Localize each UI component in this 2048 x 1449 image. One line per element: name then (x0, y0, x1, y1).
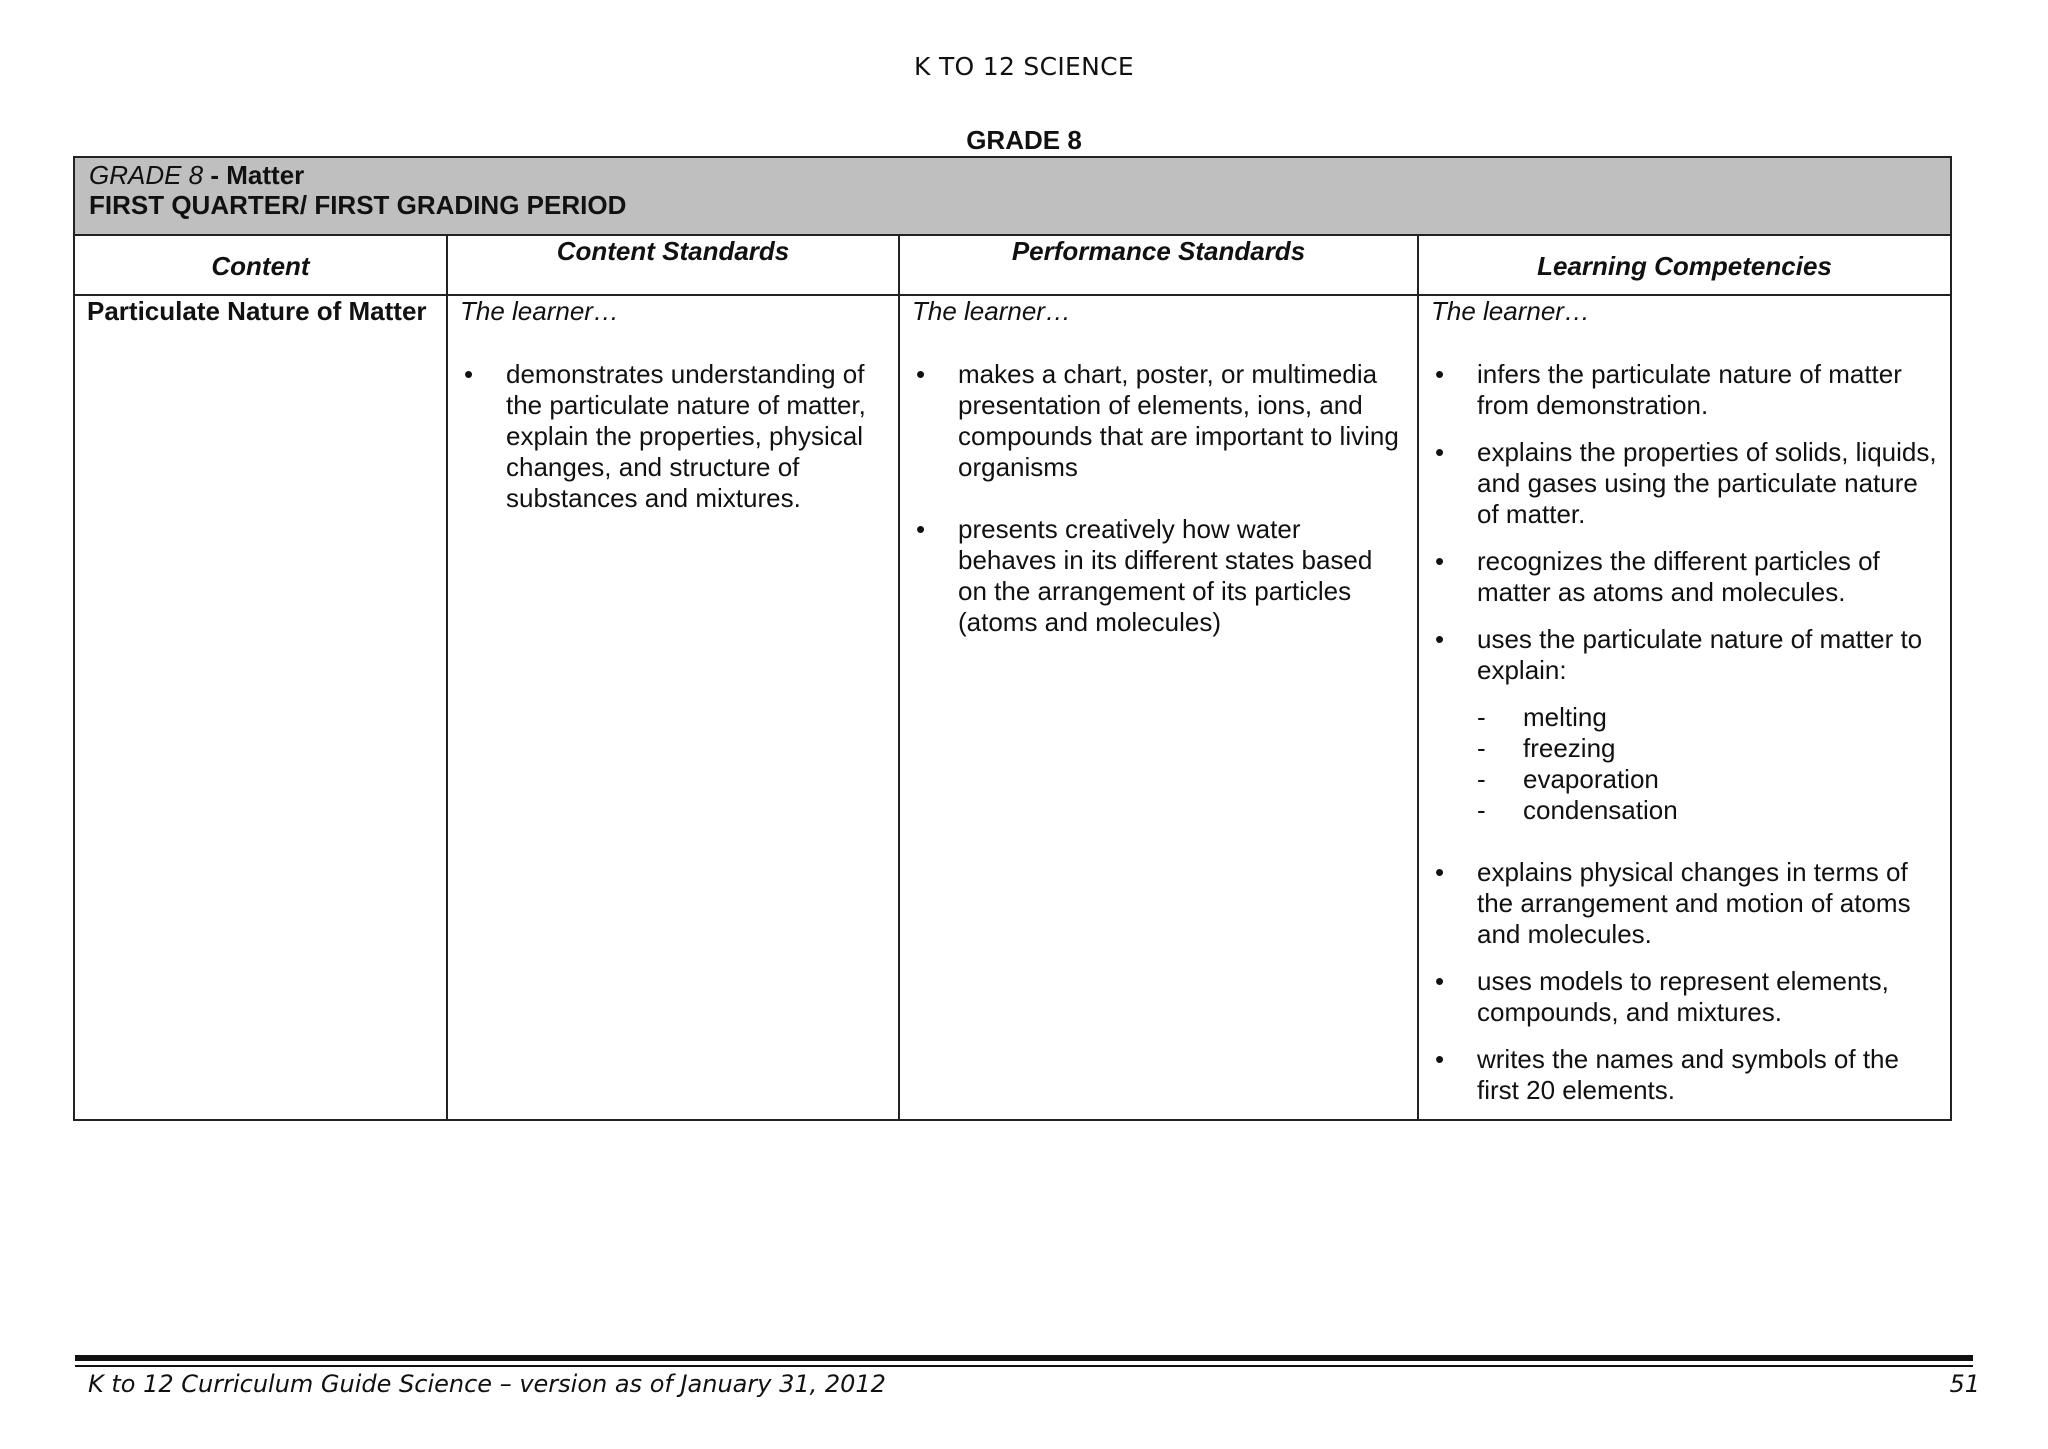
dash-marker: - (1477, 733, 1486, 763)
footer-text: K to 12 Curriculum Guide Science – version as of January 31, 2012 (88, 1370, 886, 1398)
performance-standards-intro: The learner… (912, 296, 1071, 326)
column-header-performance-standards (900, 236, 1419, 296)
cell-learning-competencies (1419, 296, 1950, 1119)
cell-performance-standards (900, 296, 1419, 1119)
cell-content-standards (448, 296, 900, 1119)
column-header-content-standards-label: Content Standards (556, 236, 790, 266)
document-header: K TO 12 SCIENCE (914, 52, 1134, 81)
content-standards-list (460, 359, 886, 514)
column-header-performance-standards-label: Performance Standards (1011, 236, 1306, 266)
sub-list-item-text: melting (1523, 702, 1607, 732)
list-item: • infers the particulate nature of matter from demonstration. (1431, 359, 1938, 421)
column-header-content (75, 236, 448, 296)
list-item: • writes the names and symbols of the first 20 elements. (1431, 1044, 1938, 1106)
sub-list-item (1477, 702, 1938, 733)
dash-marker: - (1477, 795, 1486, 825)
list-item: • demonstrates understanding of the particulate nature of matter, explain the properties, physical changes, and structure of substances and mixtures. (460, 359, 886, 514)
sub-list-item-text: freezing (1523, 733, 1616, 763)
grade-quarter-band (75, 158, 1950, 236)
band-quarter: FIRST QUARTER/ FIRST GRADING PERIOD (89, 190, 627, 220)
performance-standards-list (912, 359, 1405, 638)
column-header-learning-competencies (1419, 236, 1950, 296)
sub-list-item (1477, 733, 1938, 764)
band-grade-label: GRADE 8 (89, 160, 204, 190)
cell-content (75, 296, 448, 1119)
list-item: • presents creatively how water behaves in its different states based on the arrangement of its particles (atoms and molecules) (912, 514, 1405, 638)
learning-competencies-intro: The learner… (1431, 296, 1590, 326)
curriculum-table (73, 156, 1952, 1121)
sub-list-item (1477, 764, 1938, 795)
column-header-content-standards (448, 236, 900, 296)
band-grade-line (89, 158, 1950, 190)
table-row (75, 296, 1950, 1119)
column-header-content-label: Content (211, 251, 310, 281)
list-item: • makes a chart, poster, or multimedia presentation of elements, ions, and compounds that are important to living organisms (912, 359, 1405, 483)
page-number: 51 (1949, 1370, 1980, 1398)
learning-competencies-list (1431, 359, 1938, 1106)
dash-marker: - (1477, 702, 1486, 732)
sub-list (1477, 702, 1938, 826)
column-headers (75, 236, 1950, 296)
grade-heading: GRADE 8 (966, 125, 1082, 155)
list-item: • uses models to represent elements, compounds, and mixtures. (1431, 966, 1938, 1028)
list-item: • recognizes the different particles of matter as atoms and molecules. (1431, 546, 1938, 608)
band-topic: - Matter (203, 160, 305, 190)
dash-marker: - (1477, 764, 1486, 794)
list-item: • explains the properties of solids, liquids, and gases using the particulate nature of matter. (1431, 437, 1938, 530)
footer-divider (75, 1355, 1973, 1367)
list-item-text: uses the particulate nature of matter to explain: (1477, 624, 1923, 685)
content-topic: Particulate Nature of Matter (87, 296, 427, 326)
sub-list-item-text: evaporation (1523, 764, 1659, 794)
list-item: • explains physical changes in terms of the arrangement and motion of atoms and molecules. (1431, 857, 1938, 950)
content-standards-intro: The learner… (460, 296, 619, 326)
column-header-learning-competencies-label: Learning Competencies (1537, 251, 1832, 281)
sub-list-item (1477, 795, 1938, 826)
sub-list-item-text: condensation (1523, 795, 1678, 825)
list-item (1431, 624, 1938, 826)
